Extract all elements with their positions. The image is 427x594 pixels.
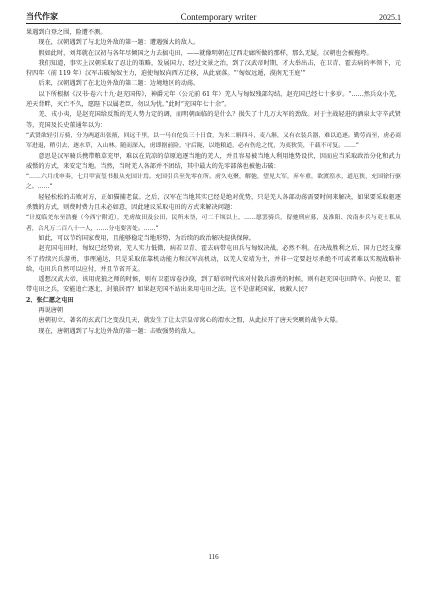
article-body bbox=[26, 28, 401, 337]
header-rule bbox=[26, 23, 401, 24]
paragraph: 以下所根据《汉书·卷六十九·赵充国传》，神爵元年（公元前 61 年）羌人与匈奴残部勾结，赵充国已经七十多岁。“……然兵众小羌，逆天背畔，灭亡不久，愿陛下以属老臣，勿以为忧。”此时“充国年七十余”。 bbox=[26, 90, 401, 109]
journal-name-en: Contemporary writer bbox=[180, 12, 257, 22]
section-heading: 2、张仁愿之屯田 bbox=[26, 296, 74, 304]
paragraph: 现在，唐朝遇到了与北边外敌的第一题：击败强势的敌人。 bbox=[38, 327, 200, 335]
page-number: 116 bbox=[208, 553, 219, 561]
paragraph: 果遇到白登之围，险遭不测。 bbox=[26, 29, 107, 36]
quote-paragraph: “……六月戊申奏，七月甲寅玺书报从充国计焉。充国引兵至先零在所。虏久屯聚，解弛，望见大军，弃车重，欲渡湟水，道厄狭，充国徐行驱之。……” bbox=[26, 174, 401, 191]
quote-paragraph: “计度临羌东至浩亹（今西宁附近），羌虏故田及公田，民所未垦，可二千顷以上，……愿罢骑兵，留驰刑应募，及淮阳、汝南步兵与吏士私从者，合凡万二百八十一人，……分屯要害处。……” bbox=[26, 215, 401, 232]
quote-paragraph: “武贤欲轻引万骑，分为两道出张掖，回远千里，以一马自佗负三十日食，为米二斛四斗，麦八斛，又有衣装兵器，难以追逐。勤劳而至，虏必商军进退，稍引去，逐水草，入山林。随而深入，虏即据前险，守后阨，以绝粮道，必有伤危之忧，为夷狄笑，千载不可复。……” bbox=[26, 132, 401, 150]
paragraph: 我们知道，事实上汉朝采取了忍让的策略，发展国力，经过文景之治，到了汉武帝时期，才大举出击，在卫青、霍去病的率领下，元狩四年（前 119 年）汉军击破匈奴主力，迫使匈奴向西方迁移，从此衰落。“‘匈奴远遁，漠南无王庭’” bbox=[26, 59, 401, 78]
paragraph: 唐朝初立，著名的玄武门之变没几天，就发生了让太宗皇帝窝心的渭水之盟，从此拉开了唐天突厥的战争大幕。 bbox=[38, 317, 342, 325]
paragraph: 轻轻松松的击败对方，正如猫捕老鼠。之后，汉军在当地其实已经是绝对优势，只是羌人各部动荡需要时间来解决，如果要采取驱逐杀戮的方式，则费时费力且未必如意，因此建议采取屯田的方式来解决问题： bbox=[26, 193, 401, 212]
paragraph: 后来，汉朝遇到了在北边外敌的第二题：边境地区的动荡。 bbox=[38, 80, 200, 88]
paragraph: 赵充国屯田时，匈奴已经势衰，羌人实力低微，病若卫青、霍去病带屯田兵与匈奴决战，必然不利。在决战胜利之后，国力已经支撑不了持续兴兵游勇，事理通达，只是采取依靠机动能力和汉军高机动，以羌人安靖为主，并非一定要赶尽杀绝不可或者难以实现战略补给，屯田兵自然可以应付，并且节省开支。 bbox=[26, 245, 401, 273]
paragraph: 羌、戎小夷，是赵充国给反叛的羌人势力定的调，而明朝面临的是什么？损失了十几万大军的劲敌。对于主战轻进的酒泉太守辛武贤等，充国及长史董通年以为： bbox=[26, 111, 401, 129]
paragraph: 再说唐朝 bbox=[38, 307, 64, 315]
page-header bbox=[26, 8, 401, 22]
paragraph: 遥想汉武大帝，该用虎狼之师的时候，则有卫霍席卷沙漠，到了昭帝时代该对付散兵游勇的时候，则有赵充国屯田降卒。向使卫、霍带屯田之兵，安能追亡逐北、封狼居胥？如果赵充国不站出来用屯田之法，岂不是虚耗国家，疲敝人民？ bbox=[26, 276, 401, 294]
paragraph: 假如此时，刘邦就在汉初与各年尽倾国之力去搞屯田，——就像明朝在辽西走廊所做的那样，那么无疑，汉朝也会被拖垮。 bbox=[38, 49, 373, 57]
journal-name-cn: 当代作家 bbox=[26, 11, 58, 21]
issue-number: 2025.1 bbox=[378, 13, 401, 22]
paragraph: 现在，汉朝遇到了与北边外敌的第一题：遭遇强大的敌人。 bbox=[38, 39, 200, 47]
paragraph: 如此，可以节约国家费用，且能够稳定当地形势，为后续的政治解决提供保障。 bbox=[38, 234, 255, 242]
paragraph: 意思是汉军骑兵携带粮草充甲，难以在荒凉的草原追逐当地的羌人，并且容易被当地人利用地势设伏，因而应当采取政治分化和武力威慑的方式，来安定当地。当然，当时羌人各部并不团结，其中最大的先零部落也被他击破： bbox=[26, 152, 401, 170]
